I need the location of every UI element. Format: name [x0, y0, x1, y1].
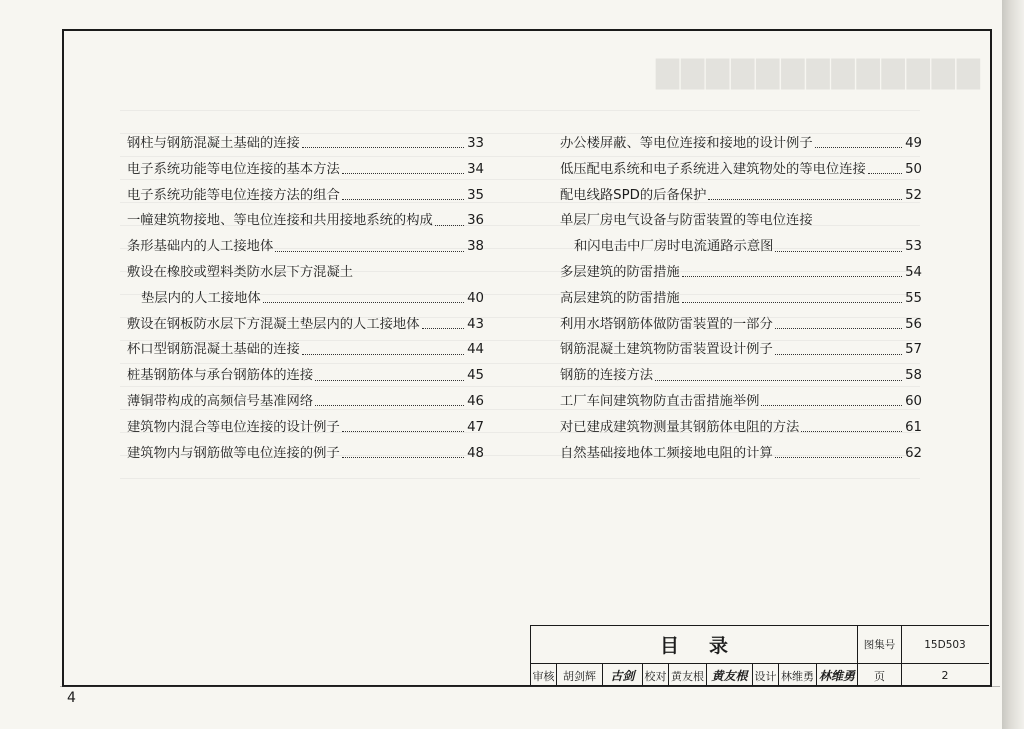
toc-entry-page: 35 — [467, 187, 484, 203]
toc-entry[interactable] — [127, 415, 484, 441]
toc-entry[interactable] — [560, 234, 922, 260]
toc-entry-page: 45 — [467, 368, 484, 384]
toc-entry-page: 52 — [905, 187, 922, 203]
toc-leader-dots — [422, 328, 464, 329]
toc-entry[interactable] — [560, 415, 922, 441]
toc-leader-dots — [708, 199, 902, 200]
designer-name: 林维勇 — [779, 664, 817, 687]
atlas-number: 15D503 — [924, 638, 966, 651]
title-block — [530, 625, 989, 686]
toc-entry-page: 61 — [905, 419, 922, 435]
toc-leader-dots — [682, 276, 902, 277]
toc-entry[interactable] — [127, 286, 484, 312]
toc-leader-dots — [868, 173, 902, 174]
toc-entry-title: 多层建筑的防雷措施 — [560, 264, 680, 280]
toc-entry-page: 47 — [467, 419, 484, 435]
toc-leader-dots — [263, 302, 464, 303]
toc-entry-title: 条形基础内的人工接地体 — [127, 239, 274, 255]
toc-entry[interactable] — [560, 389, 922, 415]
toc-entry-page: 38 — [467, 239, 484, 255]
toc-entry-page: 54 — [905, 264, 922, 280]
toc-entry[interactable] — [127, 312, 484, 338]
check-label: 校对 — [643, 664, 669, 687]
toc-entry-title: 钢筋混凝土建筑物防雷装置设计例子 — [560, 342, 773, 358]
toc-entry-page: 33 — [467, 136, 484, 151]
toc-leader-dots — [435, 225, 464, 226]
toc-entry-title: 钢柱与钢筋混凝土基础的连接 — [127, 136, 300, 151]
design-label: 设计 — [753, 664, 779, 687]
toc-entry[interactable] — [127, 363, 484, 389]
toc-entry-page: 44 — [467, 342, 484, 358]
toc-entry-title: 钢筋的连接方法 — [560, 368, 654, 384]
toc-leader-dots — [801, 431, 902, 432]
designer-signature: 林维勇 — [817, 664, 858, 687]
toc-entry-page: 34 — [467, 161, 484, 177]
toc-leader-dots — [275, 251, 464, 252]
toc-entry-title: 杯口型钢筋混凝土基础的连接 — [127, 342, 300, 358]
toc-leader-dots — [815, 147, 902, 148]
toc-right-column — [560, 131, 922, 466]
toc-entry[interactable] — [127, 157, 484, 183]
toc-leader-dots — [775, 457, 902, 458]
title-block-title: 目录 — [531, 626, 858, 663]
toc-entry-page: 56 — [905, 316, 922, 332]
toc-entry[interactable] — [127, 389, 484, 415]
toc-leader-dots — [302, 147, 464, 148]
toc-leader-dots — [775, 251, 902, 252]
toc-entry-title: 办公楼屏蔽、等电位连接和接地的设计例子 — [560, 136, 813, 151]
toc-leader-dots — [761, 405, 902, 406]
toc-entry-title: 一幢建筑物接地、等电位连接和共用接地系统的构成 — [127, 213, 433, 229]
toc-entry-title: 高层建筑的防雷措施 — [560, 290, 680, 306]
toc-leader-dots — [655, 380, 902, 381]
toc-entry-page: 50 — [905, 161, 922, 177]
reviewer-signature: 古剑 — [603, 664, 643, 687]
footer-rule — [60, 686, 1000, 687]
title-block-page-number: 2 — [941, 669, 949, 682]
toc-entry-page: 49 — [905, 136, 922, 151]
toc-leader-dots — [302, 354, 464, 355]
toc-leader-dots — [342, 457, 464, 458]
toc-entry-title: 对已建成建筑物测量其钢筋体电阻的方法 — [560, 419, 800, 435]
toc-entry[interactable] — [127, 131, 484, 157]
toc-entry-page: 43 — [467, 316, 484, 332]
toc-leader-dots — [775, 328, 902, 329]
toc-leader-dots — [342, 173, 464, 174]
toc-entry-title: 配电线路SPD的后备保护 — [560, 187, 707, 203]
toc-entry[interactable] — [127, 183, 484, 209]
toc-entry-title: 和闪电击中厂房时电流通路示意图 — [574, 239, 774, 255]
toc-entry[interactable] — [560, 441, 922, 467]
toc-entry[interactable] — [127, 260, 484, 286]
toc-entry[interactable] — [560, 337, 922, 363]
toc-entry-page: 40 — [467, 290, 484, 306]
toc-entry-page: 48 — [467, 445, 484, 461]
toc-entry[interactable] — [560, 286, 922, 312]
toc-entry-page: 46 — [467, 393, 484, 409]
toc-entry-title: 自然基础接地体工频接地电阻的计算 — [560, 445, 773, 461]
toc-left-column — [127, 131, 484, 466]
toc-entry-title: 建筑物内与钢筋做等电位连接的例子 — [127, 445, 340, 461]
toc-entry-page: 55 — [905, 290, 922, 306]
toc-entry-title: 单层厂房电气设备与防雷装置的等电位连接 — [560, 213, 813, 229]
binding-shadow — [1002, 0, 1024, 729]
toc-entry-title: 低压配电系统和电子系统进入建筑物处的等电位连接 — [560, 161, 866, 177]
page-label: 页 — [858, 664, 902, 687]
toc-entry[interactable] — [127, 208, 484, 234]
toc-leader-dots — [315, 405, 464, 406]
toc-entry-page: 60 — [905, 393, 922, 409]
toc-entry[interactable] — [560, 363, 922, 389]
toc-entry-title: 电子系统功能等电位连接方法的组合 — [127, 187, 340, 203]
toc-entry-title: 利用水塔钢筋体做防雷装置的一部分 — [560, 316, 773, 332]
toc-entry[interactable] — [127, 441, 484, 467]
toc-entry-page: 57 — [905, 342, 922, 358]
review-label: 审核 — [531, 664, 557, 687]
toc-entry-title: 敷设在橡胶或塑料类防水层下方混凝土 — [127, 264, 354, 280]
reviewer-name: 胡剑辉 — [557, 664, 603, 687]
toc-leader-dots — [342, 199, 464, 200]
toc-entry-title: 敷设在钢板防水层下方混凝土垫层内的人工接地体 — [127, 316, 420, 332]
atlas-label: 图集号 — [858, 626, 902, 663]
toc-entry[interactable] — [560, 131, 922, 157]
toc-entry[interactable] — [127, 234, 484, 260]
toc-entry[interactable] — [127, 337, 484, 363]
bleed-through-text: ▇▇▇▇▇▇▇▇▇▇▇▇▇ — [654, 55, 980, 90]
toc-entry-page: 62 — [905, 445, 922, 461]
checker-name: 黄友根 — [669, 664, 707, 687]
toc-leader-dots — [775, 354, 902, 355]
toc-leader-dots — [342, 431, 464, 432]
toc-entry[interactable] — [560, 208, 922, 234]
checker-signature: 黄友根 — [707, 664, 753, 687]
toc-leader-dots — [315, 380, 464, 381]
toc-entry-page: 58 — [905, 368, 922, 384]
toc-entry-title: 电子系统功能等电位连接的基本方法 — [127, 161, 340, 177]
toc-entry-title: 建筑物内混合等电位连接的设计例子 — [127, 419, 340, 435]
toc-leader-dots — [682, 302, 902, 303]
toc-entry[interactable] — [560, 183, 922, 209]
toc-entry[interactable] — [560, 157, 922, 183]
toc-entry-page: 36 — [467, 213, 484, 229]
toc-entry-page: 53 — [905, 239, 922, 255]
toc-entry-title: 垫层内的人工接地体 — [141, 290, 261, 306]
toc-entry-title: 薄铜带构成的高频信号基准网络 — [127, 393, 314, 409]
footer-page-number: 4 — [67, 690, 76, 706]
toc-entry-title: 工厂车间建筑物防直击雷措施举例 — [560, 393, 760, 409]
toc-entry[interactable] — [560, 260, 922, 286]
toc-entry[interactable] — [560, 312, 922, 338]
toc-entry-title: 桩基钢筋体与承台钢筋体的连接 — [127, 368, 314, 384]
